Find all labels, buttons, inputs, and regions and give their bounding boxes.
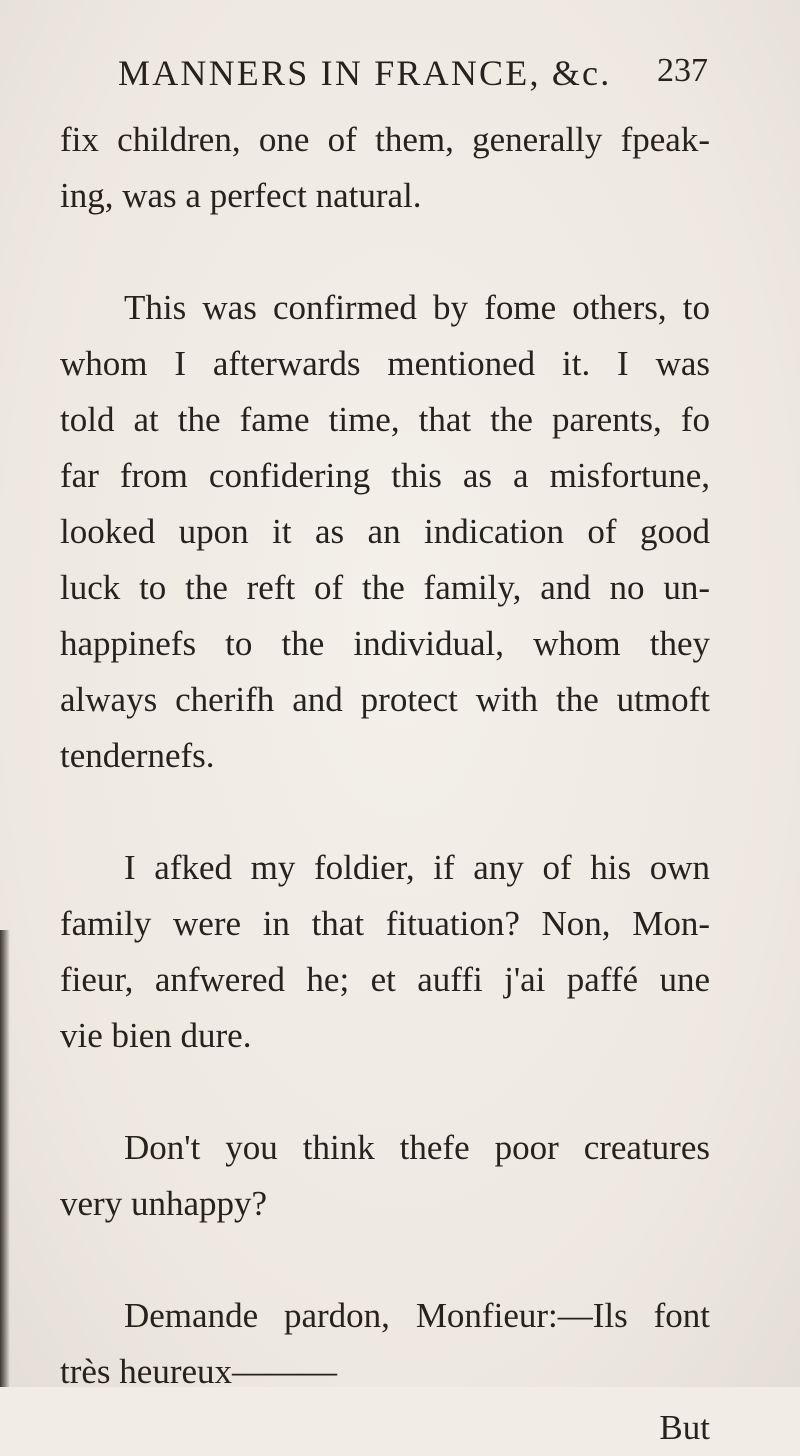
text-line: happinefs to the individual, whom they	[60, 624, 710, 663]
binding-shadow	[0, 930, 10, 1387]
page-number: 237	[657, 52, 708, 89]
text-line: Don't you think thefe poor creatures	[124, 1128, 710, 1167]
text-line: whom I afterwards mentioned it. I was	[60, 344, 710, 383]
paragraph	[60, 1120, 710, 1232]
running-title: MANNERS IN FRANCE, &c.	[118, 53, 612, 93]
text-line: fix children, one of them, generally fpeak-	[60, 120, 710, 159]
text-line: ing, was a perfect natural.	[60, 176, 422, 215]
text-line: told at the fame time, that the parents, fo	[60, 400, 710, 439]
text-line: luck to the reft of the family, and no un-	[60, 568, 710, 607]
paragraph	[60, 280, 710, 784]
text-line: looked upon it as an indication of good	[60, 512, 710, 551]
paragraph	[60, 840, 710, 1064]
text-line: far from confidering this as a misfortune,	[60, 456, 710, 495]
paragraph	[60, 1288, 710, 1400]
text-line: vie bien dure.	[60, 1016, 252, 1055]
catchword: But	[659, 1408, 710, 1447]
text-line: tendernefs.	[60, 736, 215, 775]
text-line: Demande pardon, Monfieur:—Ils font	[124, 1296, 710, 1335]
text-line: I afked my foldier, if any of his own	[124, 848, 710, 887]
text-line: very unhappy?	[60, 1184, 268, 1223]
text-line: family were in that fituation? Non, Mon-	[60, 904, 710, 943]
text-line: always cherifh and protect with the utmoft	[60, 680, 710, 719]
paragraph	[60, 112, 710, 224]
text-line: This was confirmed by fome others, to	[124, 288, 710, 327]
page-header	[118, 52, 708, 102]
text-line: très heureux———	[60, 1352, 338, 1391]
body-text	[60, 112, 710, 1456]
text-line: fieur, anfwered he; et auffi j'ai paffé une	[60, 960, 710, 999]
